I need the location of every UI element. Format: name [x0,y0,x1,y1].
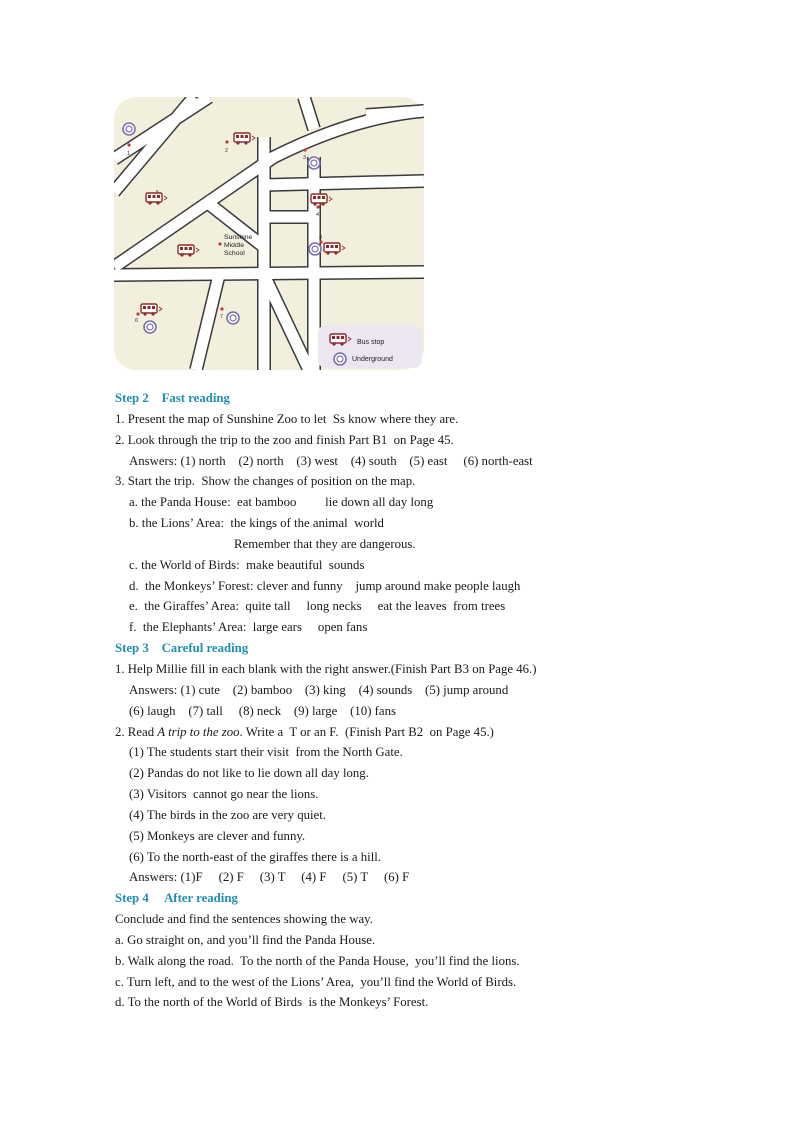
step3-heading: Step 3 Careful reading [115,641,249,656]
step4-line-b: b. Walk along the road. To the north of the Panda House, you’ll find the lions. [115,953,520,968]
step3-line-1: 1. Help Millie fill in each blank with the right answer.(Finish Part B3 on Page 46.) [115,661,537,676]
step4-intro: Conclude and find the sentences showing the way. [115,912,373,927]
step3-line-2: 2. Read A trip to the zoo. Write a T or an F. (Finish Part B2 on Page 45.) [115,724,494,739]
map-point-3: 3 [303,155,307,161]
step2-item-d: d. the Monkeys’ Forest: clever and funny jump around make people laugh [129,578,521,593]
step4-line-c: c. Turn left, and to the west of the Lions’ Area, you’ll find the World of Birds. [115,974,517,989]
lesson-content [115,388,755,1013]
reading-title: A trip to the zoo [157,724,240,739]
step2-item-b-note: Remember that they are dangerous. [234,536,416,551]
map-point-6: 6 [135,318,139,324]
map-point-4: 4 [316,212,320,218]
map-legend [318,325,422,368]
step4-line-d: d. To the north of the World of Birds is the Monkeys’ Forest. [115,995,429,1010]
step2-item-c: c. the World of Birds: make beautiful sounds [129,557,365,572]
step2-answers: Answers: (1) north (2) north (3) west (4) south (5) east (6) north-east [129,453,533,468]
step3-answers-1: Answers: (1) cute (2) bamboo (3) king (4) sounds (5) jump around [129,682,509,697]
statement-4: (4) The birds in the zoo are very quiet. [129,807,326,822]
step2-item-a: a. the Panda House: eat bamboo lie down all day long [129,495,434,510]
step2-heading: Step 2 Fast reading [115,391,230,405]
legend-bus-stop: Bus stop [357,339,385,346]
statement-3: (3) Visitors cannot go near the lions. [129,787,319,802]
step3-tf-answers: Answers: (1)F (2) F (3) T (4) F (5) T (6) F [129,870,410,885]
map-point-1: 1 [127,151,131,157]
statement-1: (1) The students start their visit from the North Gate. [129,745,403,760]
statement-5: (5) Monkeys are clever and funny. [129,828,306,843]
statement-2: (2) Pandas do not like to lie down all day long. [129,766,369,781]
step4-line-a: a. Go straight on, and you’ll find the Panda House. [115,932,376,947]
statement-6: (6) To the north-east of the giraffes there is a hill. [129,849,382,864]
step2-line-3: 3. Start the trip. Show the changes of position on the map. [115,474,416,489]
map-point-7: 7 [220,314,224,320]
map-point-2: 2 [225,148,229,154]
map-point-8: 8 [319,235,323,241]
school-label: Sunshine Middle School [224,234,253,257]
step2-item-e: e. the Giraffes’ Area: quite tall long necks eat the leaves from trees [129,599,506,614]
step4-heading: Step 4 After reading [115,891,238,906]
underground-icon [334,353,346,365]
step2-item-f: f. the Elephants’ Area: large ears open fans [129,620,368,635]
map-figure [114,97,424,370]
step2-line-2: 2. Look through the trip to the zoo and finish Part B1 on Page 45. [115,432,454,447]
step2-line-1: 1. Present the map of Sunshine Zoo to let Ss know where they are. [115,411,459,426]
legend-underground: Underground [352,356,393,363]
step2-item-b: b. the Lions’ Area: the kings of the animal world [129,516,384,531]
step3-answers-2: (6) laugh (7) tall (8) neck (9) large (10) fans [129,703,396,718]
